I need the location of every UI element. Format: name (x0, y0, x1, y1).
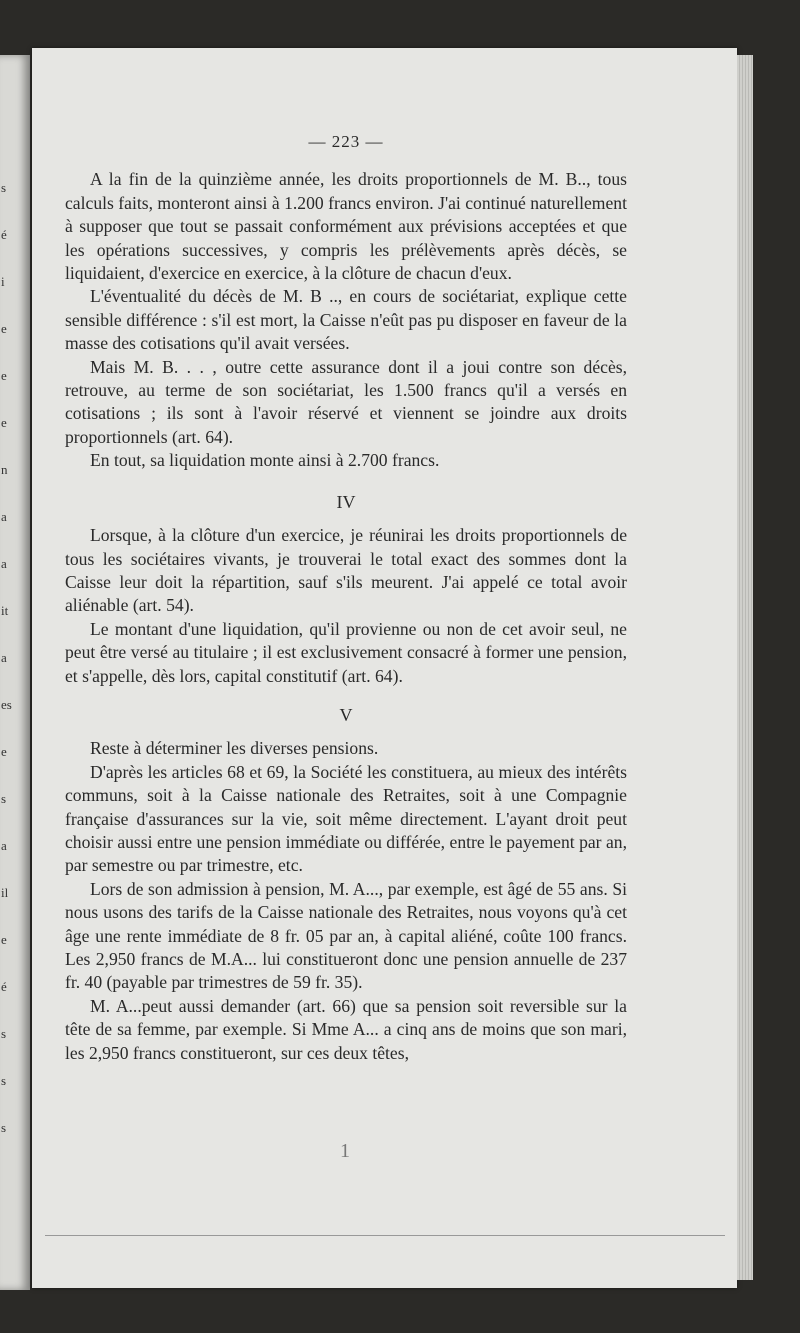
facing-page-letter: e (1, 321, 7, 336)
facing-page-letter: il (1, 885, 9, 900)
page-text (65, 130, 627, 1065)
paragraph: Lors de son admission à pension, M. A..., par exemple, est âgé de 55 ans. Si nous usons des tarifs de la Caisse nationale des Retraites, nous voyons qu'à cet âge une rente immédiate de 8 fr. 05 par an, à capital aliéné, coûte 100 francs. Les 2,950 francs de M.A... lui constitueront donc une pension annuelle de 237 fr. 40 (payable par trimestres de 59 fr. 35). (65, 878, 627, 993)
facing-page-edge (0, 55, 30, 1290)
paragraph: M. A...peut aussi demander (art. 66) que sa pension soit reversible sur la tête de sa femme, par exemple. Si Mme A... a cinq ans de moins que son mari, les 2,950 francs constitueront, sur ces deux têtes, (65, 995, 627, 1063)
facing-page-letter: s (1, 180, 7, 195)
facing-page-letter: e (1, 932, 7, 947)
paragraph: D'après les articles 68 et 69, la Société les constituera, au mieux des intérêts communs, soit à la Caisse nationale des Retraites, soit à une Compagnie française d'assurances sur la vie, soit même directement. L'ayant droit peut choisir aussi entre une pension immédiate ou différée, entre le payement par an, par semestre ou par trimestre, etc. (65, 761, 627, 876)
facing-page-letter: a (1, 650, 7, 665)
facing-page-letter: s (1, 1026, 7, 1041)
facing-page-letter: a (1, 838, 7, 853)
bottom-rule (45, 1235, 725, 1236)
paragraph: En tout, sa liquidation monte ainsi à 2.700 francs. (90, 450, 440, 471)
facing-page-letter: s (1, 1073, 7, 1088)
facing-page-letter: s (1, 1120, 7, 1135)
facing-page-letter: é (1, 979, 7, 994)
paragraph: A la fin de la quinzième année, les droits proportionnels de M. B.., tous calculs faits, monteront ainsi à 1.200 francs environ. J'ai continué naturellement à supposer que tout se passait conformément aux prévisions acceptées et que les opérations successives, y compris les prélèvements après décès, se liquidaient, d'exercice en exercice, à la clôture de chacun d'eux. (65, 169, 627, 284)
page-number: — 223 — (308, 132, 384, 151)
facing-page-letter: it (1, 603, 9, 618)
facing-page-letter: e (1, 415, 7, 430)
facing-page-letter: a (1, 556, 7, 571)
facing-page-letter: es (1, 697, 12, 712)
facing-page-letter: e (1, 744, 7, 759)
section-heading-v: V (339, 704, 353, 725)
page-stack-edge (737, 55, 753, 1280)
paragraph: Le montant d'une liquidation, qu'il provienne ou non de cet avoir seul, ne peut être versé au titulaire ; il est exclusivement consacré à former une pension, et s'appelle, dès lors, capital constitutif (art. 64). (65, 618, 627, 686)
facing-page-letter: a (1, 509, 7, 524)
paragraph: Mais M. B. . . , outre cette assurance dont il a joui contre son décès, retrouve, au terme de son sociétariat, les 1.500 francs qu'il a versés en cotisations ; ils sont à l'avoir réservé et viennent se joindre aux droits proportionnels (art. 64). (65, 356, 627, 447)
facing-page-letter: e (1, 368, 7, 383)
signature-mark: 1 (340, 1140, 350, 1162)
section-heading-iv: IV (336, 491, 356, 512)
paragraph: Lorsque, à la clôture d'un exercice, je réunirai les droits proportionnels de tous les sociétaires vivants, je trouverai le total exact des sommes dont la Caisse leur doit la répartition, sauf s'ils meurent. J'ai appelé ce total avoir aliénable (art. 54). (65, 525, 627, 616)
facing-page-letter: s (1, 791, 7, 806)
facing-page-letter: i (1, 274, 5, 289)
paragraph: L'éventualité du décès de M. B .., en cours de sociétariat, explique cette sensible différence : s'il est mort, la Caisse n'eût pas pu disposer en faveur de la masse des cotisations qu'il avait versées. (65, 286, 627, 354)
facing-page-letter: n (1, 462, 8, 477)
facing-page-letter: é (1, 227, 7, 242)
paragraph: Reste à déterminer les diverses pensions. (90, 738, 379, 759)
